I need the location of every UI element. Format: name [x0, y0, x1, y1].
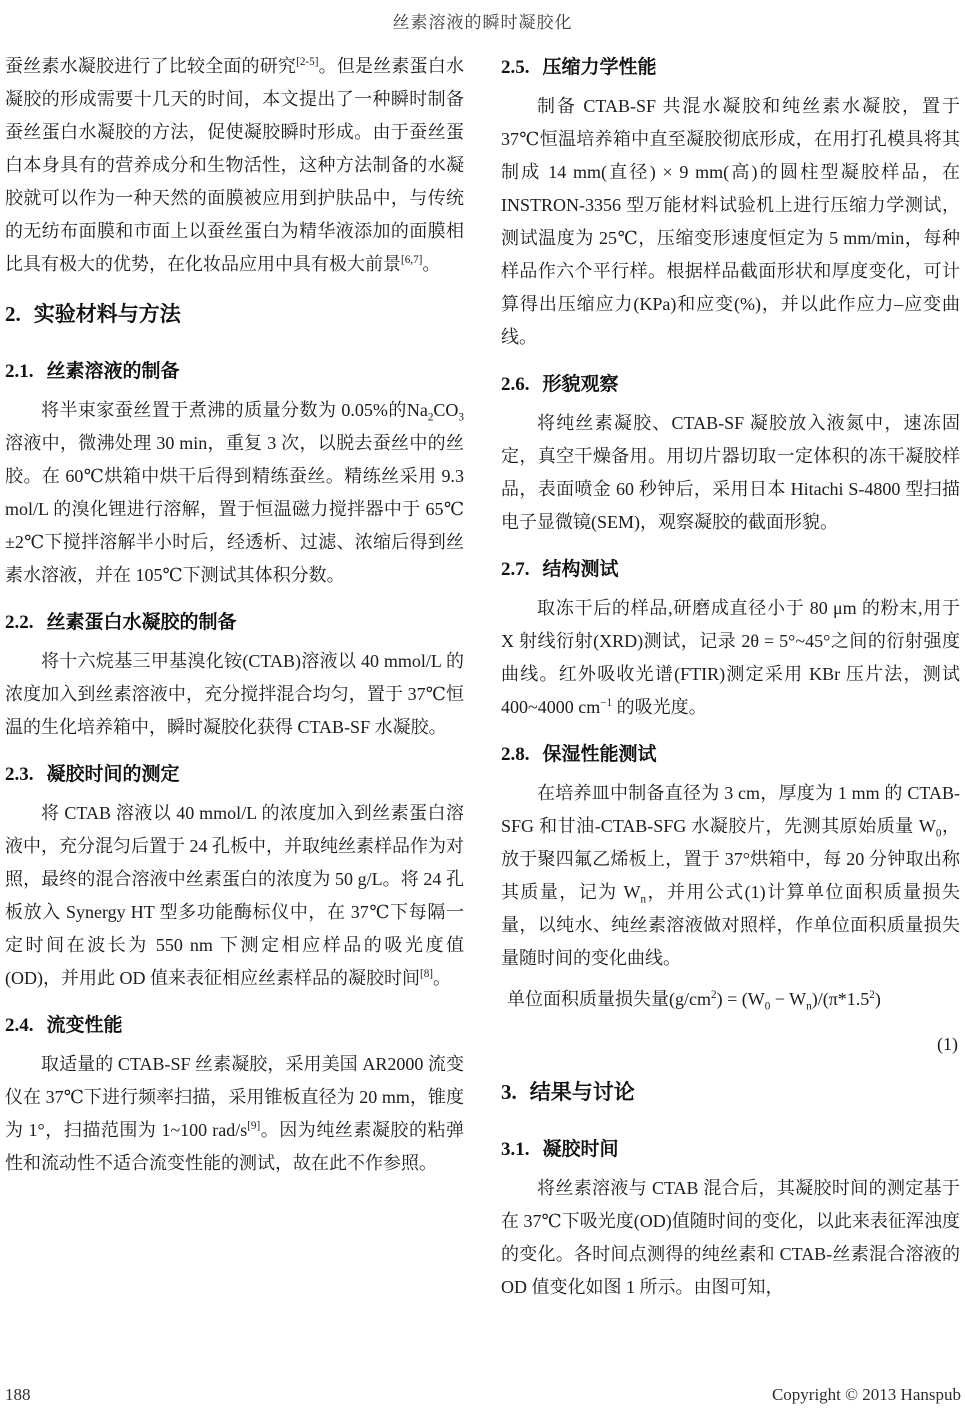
paragraph: 取冻干后的样品,研磨成直径小于 80 μm 的粉末,用于 X 射线衍射(XRD)测试，记录 2θ = 5°~45°之间的衍射强度曲线。红外吸收光谱(FTIR)测定采用 KBr 压片法，测试 400~4000 $cm^{-1}$ 的吸光度。 — [501, 598, 960, 717]
section-title: 凝胶时间的测定 — [46, 764, 180, 785]
section-heading-2-2 — [5, 592, 464, 645]
equation-number: (1) — [937, 1034, 958, 1054]
section-title: 结构测试 — [542, 559, 619, 580]
paragraph: 取适量的 CTAB-SF 丝素凝胶，采用美国 AR2000 流变仪在 37℃下进行频率扫描，采用锥板直径为 20 mm，锥度为 1°，扫描范围为 1~100 rad/s[9]。因为纯丝素凝胶的粘弹性和流动性不适合流变性能的测试，故在此不作参照。 — [5, 1054, 464, 1173]
section-number: 2.8. — [501, 744, 530, 765]
section-number: 2.5. — [501, 57, 530, 78]
section-number: 2. — [5, 302, 21, 326]
section-heading-2-6 — [501, 354, 960, 407]
paragraph: 将纯丝素凝胶、CTAB-SF 凝胶放入液氮中，速冻固定，真空干燥备用。用切片器切取一定体积的冻干凝胶样品，表面喷金 60 秒钟后，采用日本 Hitachi S-4800 型扫描电子显微镜(SEM)，观察凝胶的截面形貌。 — [501, 413, 960, 532]
section-heading-3 — [501, 1059, 960, 1119]
section-title: 压缩力学性能 — [542, 57, 657, 78]
section-title: 凝胶时间 — [542, 1139, 619, 1160]
section-number: 2.2. — [5, 612, 34, 633]
section-heading-2-3 — [5, 744, 464, 797]
copyright-text: Copyright © 2013 Hanspub — [771, 1385, 961, 1404]
paragraph: 将丝素溶液与 CTAB 混合后，其凝胶时间的测定基于在 37℃下吸光度(OD)值随时间的变化，以此来表征浑浊度的变化。各时间点测得的纯丝素和 CTAB-丝素混合溶液的 OD 值变化如图 1 所示。由图可知， — [501, 1178, 960, 1297]
section-title: 实验材料与方法 — [33, 303, 181, 326]
section-number: 2.7. — [501, 559, 530, 580]
paragraph: 将半束家蚕丝置于煮沸的质量分数为 0.05%的$Na_2CO_3$ 溶液中，微沸处理 30 min，重复 3 次，以脱去蚕丝中的丝胶。在 60℃烘箱中烘干后得到精练蚕丝。精练丝采用 9.3 mol/L 的溴化锂进行溶解，置于恒温磁力搅拌器中于 65℃ ±2℃下搅拌溶解半小时后，经透析、过滤、浓缩后得到丝素水溶液，并在 105℃下测试其体积分数。 — [5, 400, 464, 585]
paragraph: 在培养皿中制备直径为 3 cm，厚度为 1 mm 的 CTAB-SFG 和甘油-CTAB-SFG 水凝胶片，先测其原始质量 $W_0$，放于聚四氟乙烯板上，置于 37°烘箱中，每 20 分钟取出称其质量，记为 $W_n$，并用公式(1)计算单位面积质量损失量，以纯水、纯丝素溶液做对照样，作单位面积质量损失量随时间的变化曲线。 — [501, 783, 960, 968]
section-heading-2-4 — [5, 995, 464, 1048]
section-title: 丝素蛋白水凝胶的制备 — [46, 612, 237, 633]
section-title: 流变性能 — [46, 1015, 123, 1036]
section-number: 3. — [501, 1080, 517, 1104]
paragraph-continuation: 蚕丝素水凝胶进行了比较全面的研究[2-5]。但是丝素蛋白水凝胶的形成需要十几天的时间，本文提出了一种瞬时制备蚕丝蛋白水凝胶的方法，促使凝胶瞬时形成。由于蚕丝蛋白本身具有的营养成分和生物活性，这种方法制备的水凝胶就可以作为一种天然的面膜被应用到护肤品中，与传统的无纺布面膜和市面上以蚕丝蛋白为精华液添加的面膜相比具有极大的优势，在化妆品应用中具有极大前景[6,7]。 — [5, 56, 464, 274]
section-heading-2-8 — [501, 724, 960, 777]
section-number: 2.3. — [5, 764, 34, 785]
paragraph: 将十六烷基三甲基溴化铵(CTAB)溶液以 40 mmol/L 的浓度加入到丝素溶液中，充分搅拌混合均匀，置于 37℃恒温的生化培养箱中，瞬时凝胶化获得 CTAB-SF 水凝胶。 — [5, 651, 464, 737]
section-title: 丝素溶液的制备 — [46, 361, 180, 382]
section-heading-2-5 — [501, 50, 960, 90]
section-heading-2 — [5, 281, 464, 341]
section-heading-2-7 — [501, 539, 960, 592]
section-number: 2.6. — [501, 374, 530, 395]
section-number: 3.1. — [501, 1139, 530, 1160]
section-heading-3-1 — [501, 1119, 960, 1172]
paragraph: 将 CTAB 溶液以 40 mmol/L 的浓度加入到丝素蛋白溶液中，充分混匀后置于 24 孔板中，并取纯丝素样品作为对照，最终的混合溶液中丝素蛋白的浓度为 50 g/L。将 24 孔板放入 Synergy HT 型多功能酶标仪中，在 37℃下每隔一定时间在波长为 550 nm 下测定相应样品的吸光度值(OD)，并用此 OD 值来表征相应丝素样品的凝胶时间[8]。 — [5, 803, 464, 988]
right-column — [501, 50, 960, 1304]
page-header-title: 丝素溶液的瞬时凝胶化 — [392, 13, 573, 32]
section-number: 2.4. — [5, 1015, 34, 1036]
section-title: 保湿性能测试 — [542, 744, 657, 765]
section-number: 2.1. — [5, 361, 34, 382]
section-heading-2-1 — [5, 341, 464, 394]
left-column — [5, 50, 464, 1180]
equation: 单位面积质量损失量$(g/cm^2) = (W_0 - W_n)/(\pi*1.5^2)$ — [507, 989, 881, 1013]
paragraph: 制备 CTAB-SF 共混水凝胶和纯丝素水凝胶，置于 37℃恒温培养箱中直至凝胶彻底形成，在用打孔模具将其制成 14 mm(直径) × 9 mm(高)的圆柱型凝胶样品，在 INSTRON-3356 型万能材料试验机上进行压缩力学测试，测试温度为 25℃，压缩变形速度恒定为 5 mm/min，每种样品作六个平行样。根据样品截面形状和厚度变化，可计算得出压缩应力(KPa)和应变(%)，并以此作应力–应变曲线。 — [501, 96, 960, 347]
section-title: 形貌观察 — [542, 374, 619, 395]
section-title: 结果与讨论 — [529, 1081, 635, 1104]
page-number: 188 — [5, 1385, 31, 1404]
